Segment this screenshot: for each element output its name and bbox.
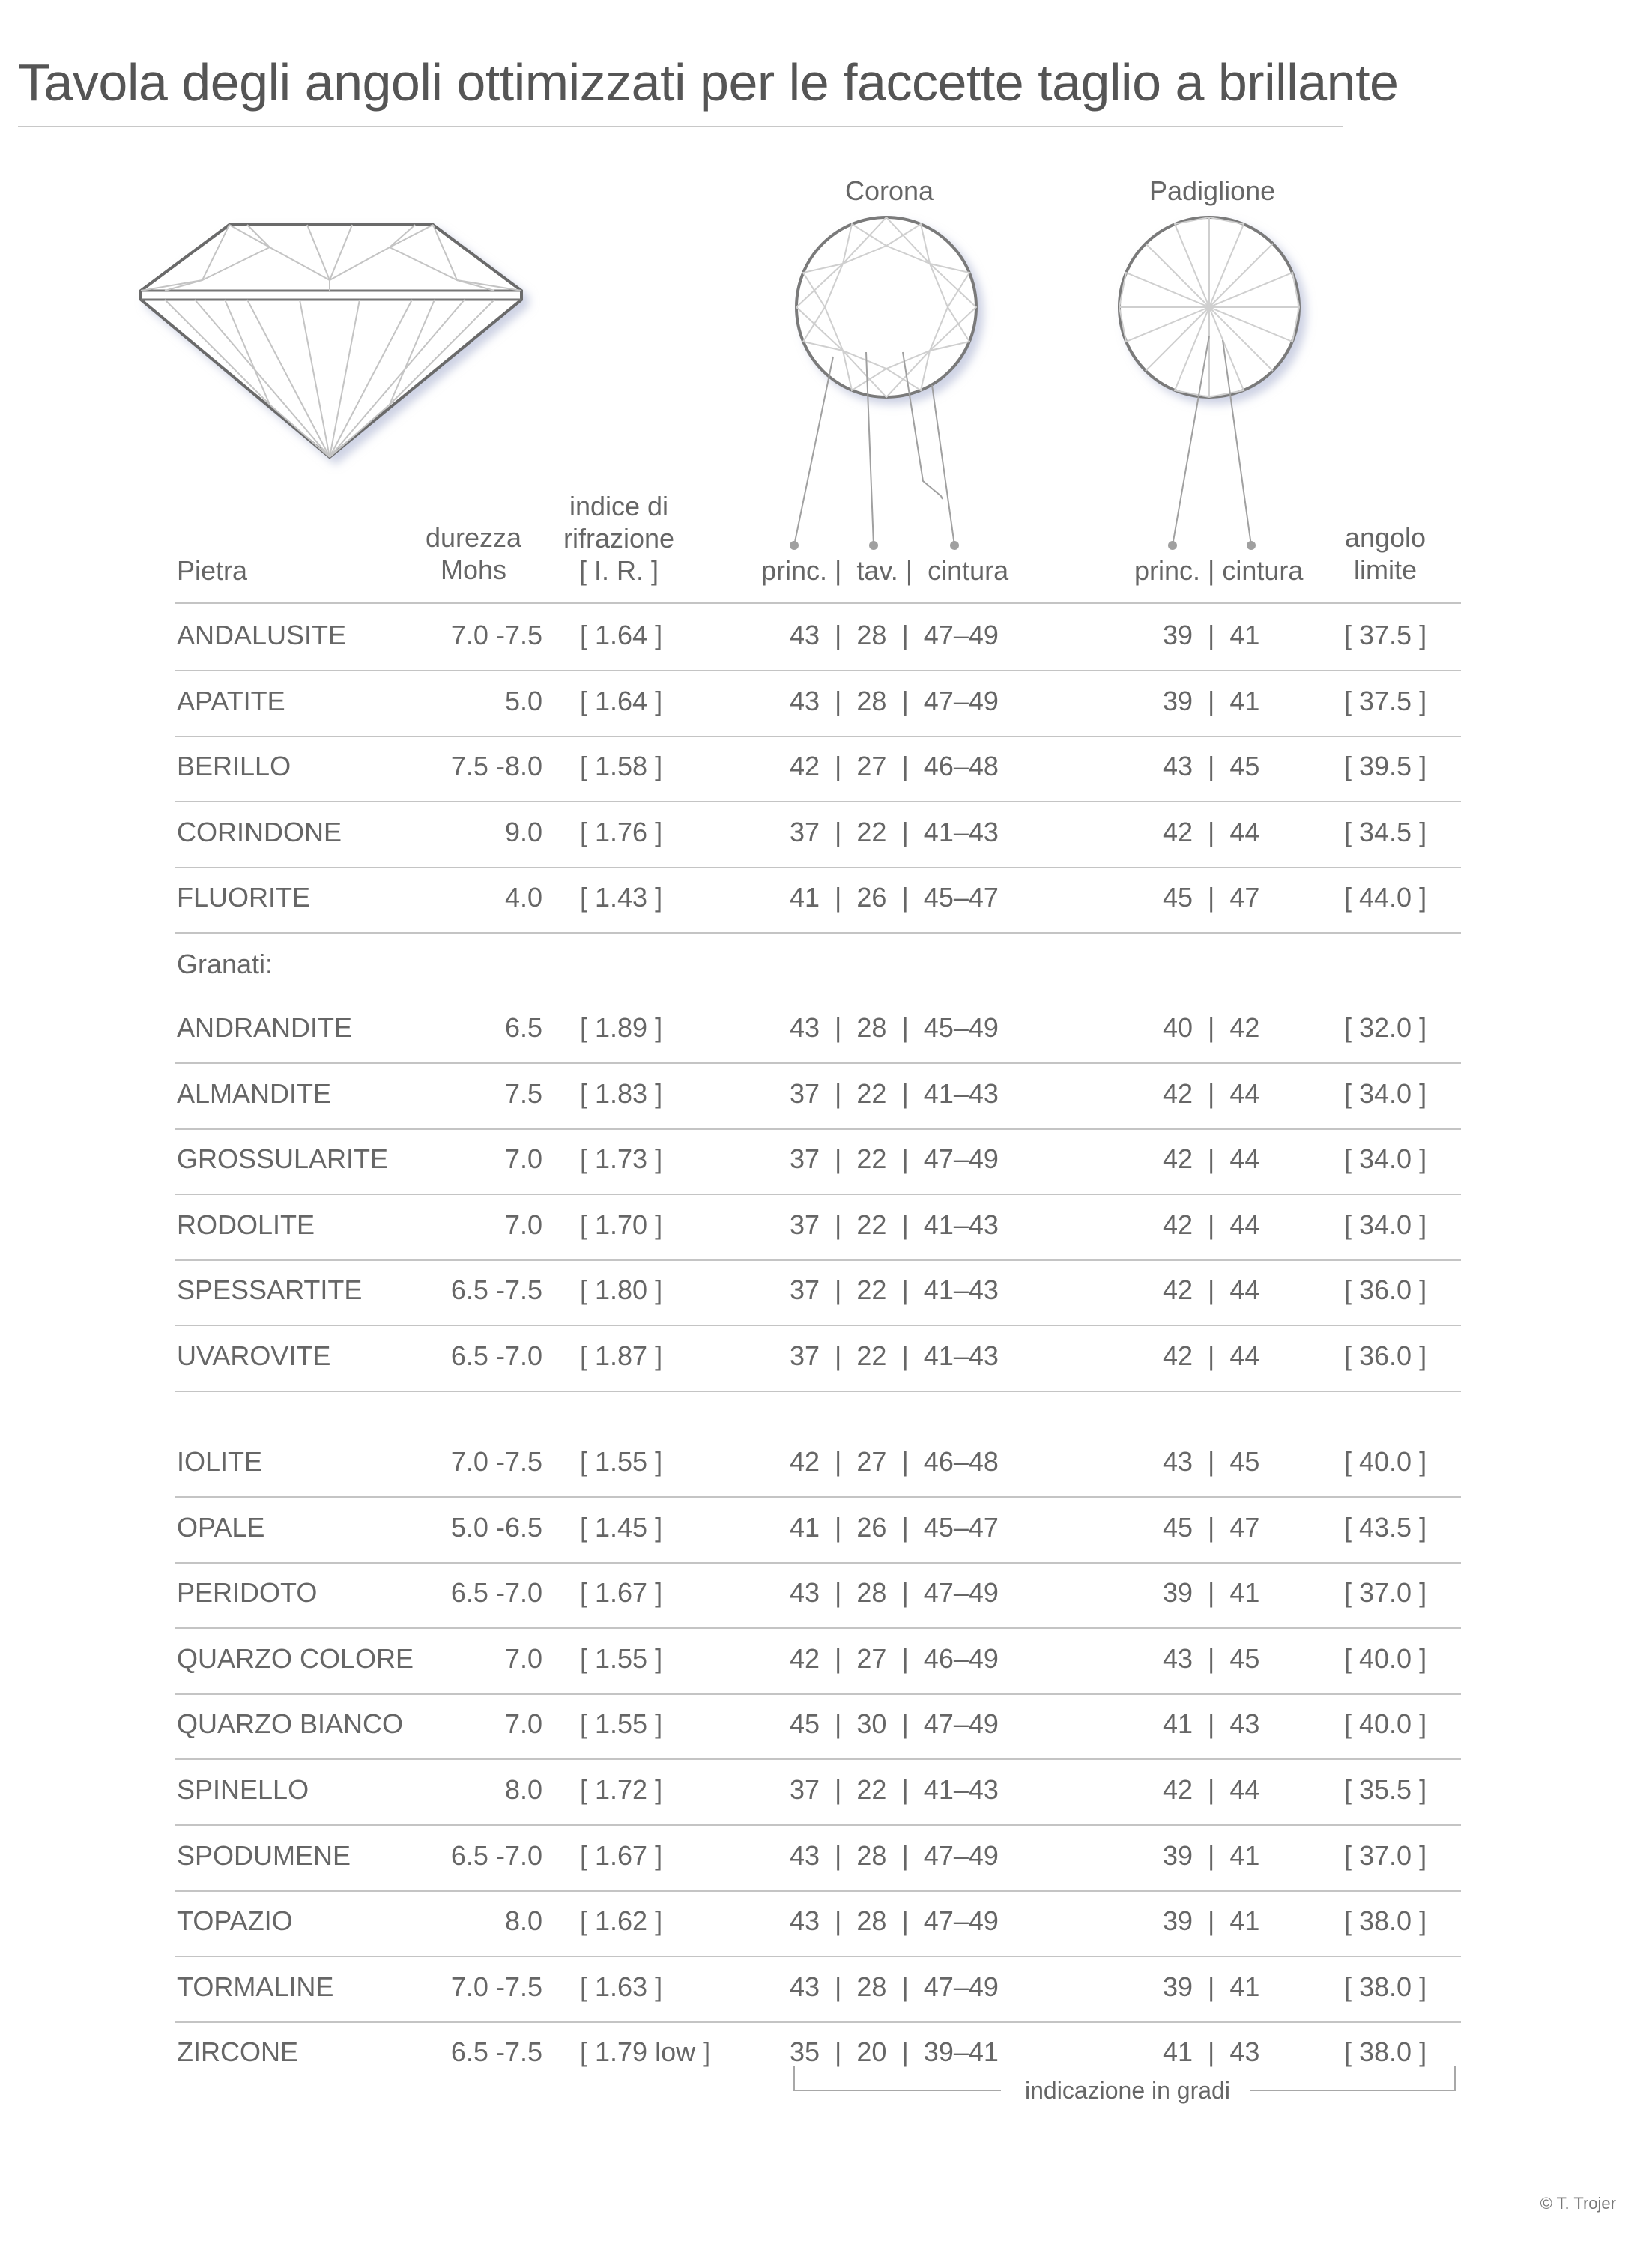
- crown-angles-value: 42 | 27 | 46–48: [790, 751, 999, 782]
- header-pavilion-angles: princ. | cintura: [1134, 555, 1304, 586]
- hardness-value: 7.0 -7.5: [450, 620, 542, 650]
- header-stone: Pietra: [177, 555, 248, 586]
- stone-name: FLUORITE: [177, 882, 311, 913]
- limit-angle-value: [ 37.0 ]: [1344, 1577, 1427, 1609]
- row-divider: [175, 1391, 1461, 1392]
- limit-angle-value: [ 38.0 ]: [1344, 2036, 1427, 2068]
- limit-angle-value: [ 36.0 ]: [1344, 1340, 1427, 1371]
- crown-angles-value: 37 | 22 | 41–43: [790, 816, 999, 847]
- limit-angle-value: [ 35.5 ]: [1344, 1774, 1427, 1805]
- pavilion-angles-value: 42 | 44: [1163, 1077, 1260, 1109]
- refractive-index-value: [ 1.45 ]: [580, 1511, 663, 1543]
- stone-name: IOLITE: [177, 1446, 263, 1477]
- crown-angles-value: 43 | 28 | 47–49: [790, 1577, 999, 1609]
- header-refractive-index: indice di rifrazione [ I. R. ]: [563, 491, 675, 586]
- limit-angle-value: [ 34.0 ]: [1344, 1209, 1427, 1240]
- stone-name: TORMALINE: [177, 1971, 334, 2002]
- pavilion-angles-value: 42 | 44: [1163, 1340, 1260, 1371]
- refractive-index-value: [ 1.58 ]: [580, 751, 663, 782]
- refractive-index-value: [ 1.76 ]: [580, 816, 663, 847]
- limit-angle-value: [ 40.0 ]: [1344, 1446, 1427, 1477]
- pavilion-label: Padiglione: [1149, 175, 1276, 206]
- table-row: [175, 736, 1461, 801]
- stone-name: QUARZO BIANCO: [177, 1708, 404, 1740]
- refractive-index-value: [ 1.64 ]: [580, 620, 663, 650]
- stone-name: TOPAZIO: [177, 1905, 293, 1937]
- table-row: [175, 1128, 1461, 1194]
- limit-angle-value: [ 34.0 ]: [1344, 1143, 1427, 1175]
- limit-angle-value: [ 40.0 ]: [1344, 1642, 1427, 1674]
- crown-angles-value: 42 | 27 | 46–48: [790, 1446, 999, 1477]
- stone-name: SPODUMENE: [177, 1839, 351, 1871]
- pavilion-angles-value: 42 | 44: [1163, 816, 1260, 847]
- table-row: [175, 1431, 1461, 1496]
- table-row: [175, 1194, 1461, 1259]
- crown-angles-value: 37 | 22 | 47–49: [790, 1143, 999, 1175]
- stone-name: QUARZO COLORE: [177, 1642, 414, 1674]
- crown-angles-value: 35 | 20 | 39–41: [790, 2036, 999, 2068]
- limit-angle-value: [ 38.0 ]: [1344, 1971, 1427, 2002]
- diamond-side-icon: [141, 225, 521, 457]
- pavilion-angles-value: 42 | 44: [1163, 1209, 1260, 1240]
- hardness-value: 7.0: [504, 1642, 542, 1674]
- pavilion-angles-value: 43 | 45: [1163, 1446, 1260, 1477]
- crown-diagram-icon: [790, 217, 976, 550]
- pavilion-angles-value: 40 | 42: [1163, 1012, 1260, 1043]
- table-row: [175, 605, 1461, 670]
- pavilion-angles-value: 41 | 43: [1163, 2036, 1260, 2068]
- refractive-index-value: [ 1.89 ]: [580, 1012, 663, 1043]
- hardness-value: 6.5 -7.5: [450, 1274, 542, 1306]
- crown-label: Corona: [845, 175, 934, 206]
- table-row: [175, 867, 1461, 932]
- limit-angle-value: [ 37.5 ]: [1344, 685, 1427, 716]
- pavilion-angles-value: 39 | 41: [1163, 620, 1260, 650]
- limit-angle-value: [ 37.0 ]: [1344, 1839, 1427, 1871]
- hardness-value: 7.0: [504, 1708, 542, 1740]
- table-row: [175, 1956, 1461, 2021]
- limit-angle-value: [ 32.0 ]: [1344, 1012, 1427, 1043]
- hardness-value: 5.0: [504, 685, 542, 716]
- pavilion-angles-value: 39 | 41: [1163, 1839, 1260, 1871]
- units-bracket: [0, 2053, 1652, 2113]
- diagram-area: [0, 0, 1652, 599]
- refractive-index-value: [ 1.70 ]: [580, 1209, 663, 1240]
- crown-angles-value: 43 | 28 | 45–49: [790, 1012, 999, 1043]
- table-row: [175, 1759, 1461, 1824]
- group-label-garnets: Granati:: [177, 949, 273, 979]
- refractive-index-value: [ 1.72 ]: [580, 1774, 663, 1805]
- crown-angles-value: 45 | 30 | 47–49: [790, 1708, 999, 1740]
- hardness-value: 8.0: [504, 1905, 542, 1937]
- table-row: [175, 1825, 1461, 1890]
- pavilion-diagram-icon: [1119, 217, 1299, 550]
- pavilion-angles-value: 42 | 44: [1163, 1143, 1260, 1175]
- hardness-value: 7.0 -7.5: [450, 1971, 542, 2002]
- table-row: [175, 1063, 1461, 1128]
- limit-angle-value: [ 36.0 ]: [1344, 1274, 1427, 1306]
- limit-angle-value: [ 39.5 ]: [1344, 751, 1427, 782]
- pavilion-angles-value: 39 | 41: [1163, 685, 1260, 716]
- refractive-index-value: [ 1.67 ]: [580, 1577, 663, 1609]
- stone-name: UVAROVITE: [177, 1340, 331, 1371]
- limit-angle-value: [ 38.0 ]: [1344, 1905, 1427, 1937]
- hardness-value: 6.5: [504, 1012, 542, 1043]
- table-row: [175, 1628, 1461, 1693]
- crown-angles-value: 41 | 26 | 45–47: [790, 1511, 999, 1543]
- table-row: [175, 1890, 1461, 1956]
- limit-angle-value: [ 37.5 ]: [1344, 620, 1427, 650]
- crown-angles-value: 43 | 28 | 47–49: [790, 1905, 999, 1937]
- copyright: © T. Trojer: [1540, 2194, 1616, 2213]
- pavilion-angles-value: 39 | 41: [1163, 1577, 1260, 1609]
- refractive-index-value: [ 1.64 ]: [580, 685, 663, 716]
- hardness-value: 5.0 -6.5: [450, 1511, 542, 1543]
- hardness-value: 6.5 -7.0: [450, 1577, 542, 1609]
- crown-angles-value: 37 | 22 | 41–43: [790, 1077, 999, 1109]
- pavilion-angles-value: 39 | 41: [1163, 1971, 1260, 2002]
- stone-name: ALMANDITE: [177, 1077, 332, 1109]
- table-row: [175, 1325, 1461, 1391]
- table-row: [175, 671, 1461, 736]
- table-row: [175, 1562, 1461, 1627]
- refractive-index-value: [ 1.79 low ]: [580, 2036, 711, 2068]
- table-row: [175, 1693, 1461, 1758]
- crown-angles-value: 43 | 28 | 47–49: [790, 1971, 999, 2002]
- crown-angles-value: 42 | 27 | 46–49: [790, 1642, 999, 1674]
- table-row: [175, 1497, 1461, 1562]
- pavilion-angles-value: 42 | 44: [1163, 1274, 1260, 1306]
- stone-name: GROSSULARITE: [177, 1143, 389, 1175]
- stone-name: PERIDOTO: [177, 1577, 318, 1609]
- refractive-index-value: [ 1.73 ]: [580, 1143, 663, 1175]
- crown-angles-value: 37 | 22 | 41–43: [790, 1274, 999, 1306]
- limit-angle-value: [ 44.0 ]: [1344, 882, 1427, 913]
- refractive-index-value: [ 1.83 ]: [580, 1077, 663, 1109]
- stone-name: CORINDONE: [177, 816, 342, 847]
- refractive-index-value: [ 1.63 ]: [580, 1971, 663, 2002]
- stone-name: BERILLO: [177, 751, 291, 782]
- pavilion-angles-value: 42 | 44: [1163, 1774, 1260, 1805]
- hardness-value: 4.0: [504, 882, 542, 913]
- refractive-index-value: [ 1.43 ]: [580, 882, 663, 913]
- stone-name: APATITE: [177, 685, 285, 716]
- hardness-value: 7.5 -8.0: [450, 751, 542, 782]
- hardness-value: 7.0 -7.5: [450, 1446, 542, 1477]
- stone-name: ANDRANDITE: [177, 1012, 353, 1043]
- header-crown-angles: princ. | tav. | cintura: [761, 555, 1009, 586]
- hardness-value: 7.5: [504, 1077, 542, 1109]
- crown-angles-value: 43 | 28 | 47–49: [790, 1839, 999, 1871]
- refractive-index-value: [ 1.62 ]: [580, 1905, 663, 1937]
- pavilion-angles-value: 45 | 47: [1163, 882, 1260, 913]
- units-note: indicazione in gradi: [1025, 2077, 1230, 2104]
- page-title: Tavola degli angoli ottimizzati per le faccette taglio a brillante: [18, 53, 1399, 112]
- limit-angle-value: [ 34.0 ]: [1344, 1077, 1427, 1109]
- hardness-value: 7.0: [504, 1209, 542, 1240]
- refractive-index-value: [ 1.55 ]: [580, 1708, 663, 1740]
- refractive-index-value: [ 1.87 ]: [580, 1340, 663, 1371]
- hardness-value: 8.0: [504, 1774, 542, 1805]
- row-divider: [175, 932, 1461, 934]
- stone-name: RODOLITE: [177, 1209, 315, 1240]
- refractive-index-value: [ 1.67 ]: [580, 1839, 663, 1871]
- hardness-value: 6.5 -7.0: [450, 1340, 542, 1371]
- table-row: [175, 802, 1461, 867]
- refractive-index-value: [ 1.55 ]: [580, 1642, 663, 1674]
- stone-name: OPALE: [177, 1511, 265, 1543]
- pavilion-angles-value: 45 | 47: [1163, 1511, 1260, 1543]
- crown-angles-value: 41 | 26 | 45–47: [790, 882, 999, 913]
- pavilion-angles-value: 43 | 45: [1163, 751, 1260, 782]
- stone-name: SPINELLO: [177, 1774, 309, 1805]
- pavilion-angles-value: 39 | 41: [1163, 1905, 1260, 1937]
- crown-angles-value: 43 | 28 | 47–49: [790, 620, 999, 650]
- refractive-index-value: [ 1.55 ]: [580, 1446, 663, 1477]
- header-hardness: durezza Mohs: [425, 522, 522, 585]
- table-row: [175, 997, 1461, 1062]
- limit-angle-value: [ 40.0 ]: [1344, 1708, 1427, 1740]
- header-limit-angle: angolo limite: [1344, 522, 1426, 585]
- crown-angles-value: 43 | 28 | 47–49: [790, 685, 999, 716]
- hardness-value: 9.0: [504, 816, 542, 847]
- crown-angles-value: 37 | 22 | 41–43: [790, 1774, 999, 1805]
- table-row: [175, 1259, 1461, 1325]
- pavilion-angles-value: 43 | 45: [1163, 1642, 1260, 1674]
- hardness-value: 7.0: [504, 1143, 542, 1175]
- stone-name: SPESSARTITE: [177, 1274, 363, 1306]
- stone-name: ZIRCONE: [177, 2036, 298, 2068]
- pavilion-angles-value: 41 | 43: [1163, 1708, 1260, 1740]
- limit-angle-value: [ 43.5 ]: [1344, 1511, 1427, 1543]
- hardness-value: 6.5 -7.5: [450, 2036, 542, 2068]
- crown-angles-value: 37 | 22 | 41–43: [790, 1209, 999, 1240]
- hardness-value: 6.5 -7.0: [450, 1839, 542, 1871]
- crown-angles-value: 37 | 22 | 41–43: [790, 1340, 999, 1371]
- header-divider: [175, 602, 1461, 604]
- stone-name: ANDALUSITE: [177, 620, 347, 650]
- refractive-index-value: [ 1.80 ]: [580, 1274, 663, 1306]
- limit-angle-value: [ 34.5 ]: [1344, 816, 1427, 847]
